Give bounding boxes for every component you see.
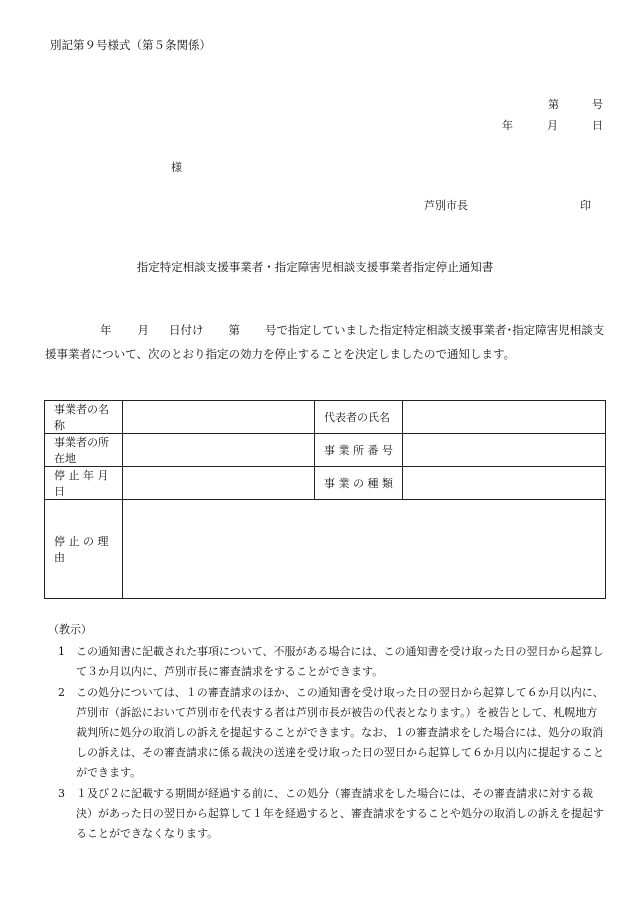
representative-name-label: 代表者の氏名 [315, 401, 403, 434]
office-number-field[interactable] [403, 434, 606, 467]
form-reference: 別記第９号様式（第５条関係） [50, 38, 211, 52]
instruction-item [48, 642, 608, 682]
instruction-number: 3 [58, 787, 65, 800]
instruction-number: 2 [58, 686, 65, 699]
stop-reason-field[interactable] [123, 500, 606, 599]
representative-name-field[interactable] [403, 401, 606, 434]
instruction-number: 1 [58, 645, 65, 658]
intro-no: 第 [228, 323, 240, 337]
instruction-text: １及び２に記載する期間が経過する前に、この処分（審査請求をした場合には、その審査請求に対する裁決）があった日の翌日から起算して１年を経過すると、審査請求をすることや処分の取消しの訴えを提起することができなくなります。 [76, 787, 604, 840]
stop-date-field[interactable] [123, 467, 315, 500]
table-row [45, 500, 606, 599]
date-day-label: 日 [592, 119, 603, 132]
instructions-section [48, 620, 608, 845]
document-number-suffix: 号 [592, 98, 603, 111]
stop-date-label: 停 止 年 月 日 [45, 467, 123, 500]
operator-address-field[interactable] [123, 434, 315, 467]
intro-text: 号で指定していました指定特定相談支援事業者･指定障害児相談支援事業者について、次のとおり指定の効力を停止することを決定しましたので通知します。 [45, 323, 605, 361]
intro-year: 年 [100, 323, 112, 337]
date-month-label: 月 [547, 119, 558, 132]
instruction-text: この処分については、１の審査請求のほか、この通知書を受け取った日の翌日から起算して６か月以内に、芦別市（訴訟において芦別市を代表する者は芦別市長が被告の代表となります。）を被告として、札幌地方裁判所に処分の取消しの訴えを提起することができます。なお、１の審査請求をした場合には、処分の取消しの訴えは、その審査請求に係る裁決の送達を受け取った日の翌日から起算して６か月以内に提起することができます。 [76, 686, 604, 779]
table-row [45, 467, 606, 500]
instructions-heading: （教示） [48, 623, 92, 636]
table-row [45, 401, 606, 434]
intro-dated: 日付け [169, 323, 204, 337]
intro-month: 月 [137, 323, 149, 337]
office-number-label: 事 業 所 番 号 [315, 434, 403, 467]
date-year-label: 年 [502, 119, 513, 132]
instruction-item [48, 683, 608, 783]
stop-reason-label: 停 止 の 理 由 [45, 500, 123, 599]
instruction-item [48, 784, 608, 844]
table-row [45, 434, 606, 467]
operator-name-label: 事業者の名称 [45, 401, 123, 434]
operator-info-table [44, 400, 606, 599]
intro-paragraph [45, 318, 605, 366]
document-title: 指定特定相談支援事業者・指定障害児相談支援事業者指定停止通知書 [136, 260, 494, 274]
operator-address-label: 事業者の所在地 [45, 434, 123, 467]
addressee-honorific: 様 [171, 161, 182, 174]
business-type-label: 事 業 の 種 類 [315, 467, 403, 500]
document-number-prefix: 第 [548, 98, 559, 111]
seal-mark: 印 [580, 199, 591, 212]
operator-name-field[interactable] [123, 401, 315, 434]
issuer-name: 芦別市長 [424, 199, 468, 212]
instruction-text: この通知書に記載された事項について、不服がある場合には、この通知書を受け取った日の翌日から起算して３か月以内に、芦別市長に審査請求をすることができます。 [76, 645, 604, 678]
business-type-field[interactable] [403, 467, 606, 500]
